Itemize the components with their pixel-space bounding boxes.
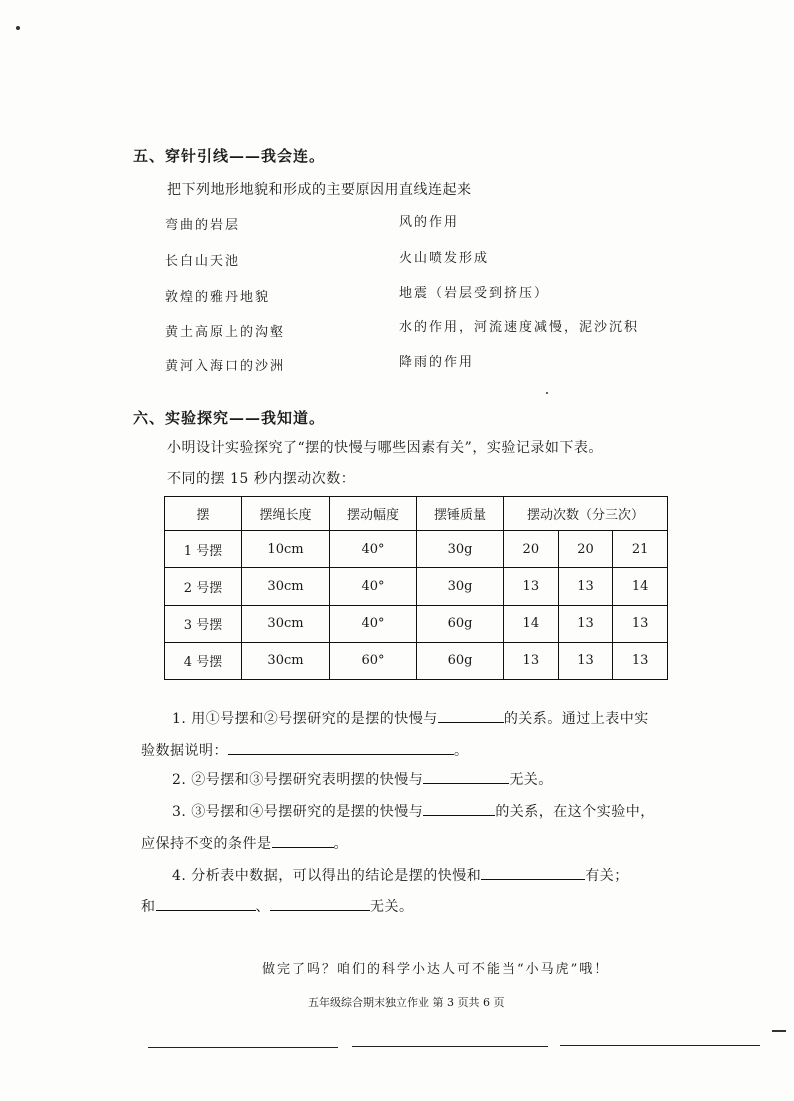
- scan-speck: [772, 1030, 786, 1032]
- right-item: 风的作用: [399, 215, 460, 230]
- table-row: [165, 605, 668, 642]
- cell-name: 2 号摆: [165, 568, 242, 605]
- cell-mass: 60g: [417, 642, 504, 679]
- question-4-end: 无关。: [370, 899, 414, 915]
- cell-length: 30cm: [242, 568, 330, 605]
- cell-count: 13: [558, 568, 613, 605]
- section5-title: 五、穿针引线——我会连。: [133, 147, 326, 165]
- cell-count: 13: [558, 642, 613, 679]
- cell-count: 13: [613, 605, 668, 642]
- cell-count: 20: [504, 531, 559, 568]
- header-amplitude: 摆动幅度: [330, 497, 417, 531]
- cell-mass: 30g: [417, 531, 504, 568]
- section5-instruction: 把下列地形地貌和形成的主要原因用直线连起来: [167, 182, 472, 198]
- right-item: 降雨的作用: [399, 355, 475, 370]
- answer-blank-4c[interactable]: [270, 896, 370, 911]
- cell-count: 20: [558, 531, 613, 568]
- table-row: [165, 642, 668, 679]
- question-2-line: [172, 769, 553, 789]
- cell-name: 1 号摆: [165, 531, 242, 568]
- cell-count: 13: [613, 642, 668, 679]
- scan-speck: [546, 392, 548, 394]
- cell-name: 4 号摆: [165, 642, 242, 679]
- header-mass: 摆锤质量: [417, 497, 504, 531]
- question-4-text: 4. 分析表中数据，可以得出的结论是摆的快慢和: [172, 868, 482, 884]
- cell-amplitude: 40°: [330, 531, 417, 568]
- cell-count: 14: [504, 605, 559, 642]
- right-item: 地震（岩层受到挤压）: [399, 286, 550, 301]
- question-3-end: 。: [333, 836, 348, 852]
- right-item: 火山喷发形成: [399, 251, 490, 266]
- cell-count: 14: [613, 568, 668, 605]
- footer-divider: [148, 1047, 338, 1048]
- question-1-line1: [172, 708, 649, 728]
- left-item: 敦煌的雅丹地貌: [165, 290, 271, 305]
- section6-intro: 小明设计实验探究了“摆的快慢与哪些因素有关”，实验记录如下表。: [167, 440, 603, 456]
- left-item: 弯曲的岩层: [165, 218, 241, 233]
- pendulum-table: [164, 496, 668, 680]
- question-4-text-cont: 有关；: [585, 868, 629, 884]
- page-footer: 五年级综合期末独立作业 第 3 页共 6 页: [308, 996, 505, 1009]
- question-3-text: 3. ③号摆和④号摆研究的是摆的快慢与: [172, 804, 424, 820]
- answer-blank-1b[interactable]: [228, 740, 454, 755]
- question-3-text-cont: 的关系，在这个实验中，: [495, 804, 655, 820]
- cell-amplitude: 40°: [330, 568, 417, 605]
- cell-length: 10cm: [242, 531, 330, 568]
- answer-blank-4[interactable]: [481, 865, 585, 880]
- question-3-text-cont2: 应保持不变的条件是: [141, 836, 272, 852]
- header-pendulum: 摆: [165, 497, 242, 531]
- question-1-text-cont2: 验数据说明：: [141, 743, 228, 759]
- question-4-sep: 、: [255, 899, 270, 915]
- right-item: 水的作用，河流速度减慢，泥沙沉积: [399, 320, 640, 335]
- question-1-text-cont: 的关系。通过上表中实: [503, 711, 649, 727]
- left-item: 长白山天池: [165, 254, 241, 269]
- question-4-text-cont2: 和: [141, 899, 156, 915]
- cell-count: 13: [504, 568, 559, 605]
- question-3-line1: [172, 801, 655, 821]
- footer-divider: [560, 1045, 760, 1046]
- cell-mass: 60g: [417, 605, 504, 642]
- cell-length: 30cm: [242, 642, 330, 679]
- cell-count: 21: [613, 531, 668, 568]
- table-caption: 不同的摆 15 秒内摆动次数：: [167, 471, 356, 487]
- left-item: 黄土高原上的沟壑: [165, 325, 286, 340]
- question-4-line1: [172, 865, 629, 885]
- cell-amplitude: 60°: [330, 642, 417, 679]
- table-header-row: [165, 497, 668, 531]
- cell-count: 13: [504, 642, 559, 679]
- cell-amplitude: 40°: [330, 605, 417, 642]
- header-length: 摆绳长度: [242, 497, 330, 531]
- section6-title: 六、实验探究——我知道。: [133, 409, 326, 427]
- question-1-end: 。: [454, 743, 469, 759]
- answer-blank-3b[interactable]: [272, 833, 334, 848]
- question-2-end: 无关。: [509, 772, 553, 788]
- cell-count: 13: [558, 605, 613, 642]
- closing-remark: 做完了吗？咱们的科学小达人可不能当“小马虎”哦！: [262, 962, 610, 977]
- header-counts: 摆动次数（分三次）: [504, 497, 668, 531]
- scan-speck: [16, 26, 20, 30]
- cell-name: 3 号摆: [165, 605, 242, 642]
- question-1-line2: [141, 740, 469, 760]
- cell-mass: 30g: [417, 568, 504, 605]
- footer-divider: [352, 1046, 548, 1047]
- question-4-line2: [141, 896, 414, 916]
- cell-length: 30cm: [242, 605, 330, 642]
- question-2-text: 2. ②号摆和③号摆研究表明摆的快慢与: [172, 772, 424, 788]
- question-3-line2: [141, 833, 348, 853]
- answer-blank-4b[interactable]: [156, 896, 256, 911]
- question-1-text: 1. 用①号摆和②号摆研究的是摆的快慢与: [172, 711, 438, 727]
- table-row: [165, 568, 668, 605]
- answer-blank-1[interactable]: [438, 708, 504, 723]
- answer-blank-3[interactable]: [423, 801, 495, 816]
- answer-blank-2[interactable]: [423, 769, 509, 784]
- table-row: [165, 531, 668, 568]
- left-item: 黄河入海口的沙洲: [165, 359, 286, 374]
